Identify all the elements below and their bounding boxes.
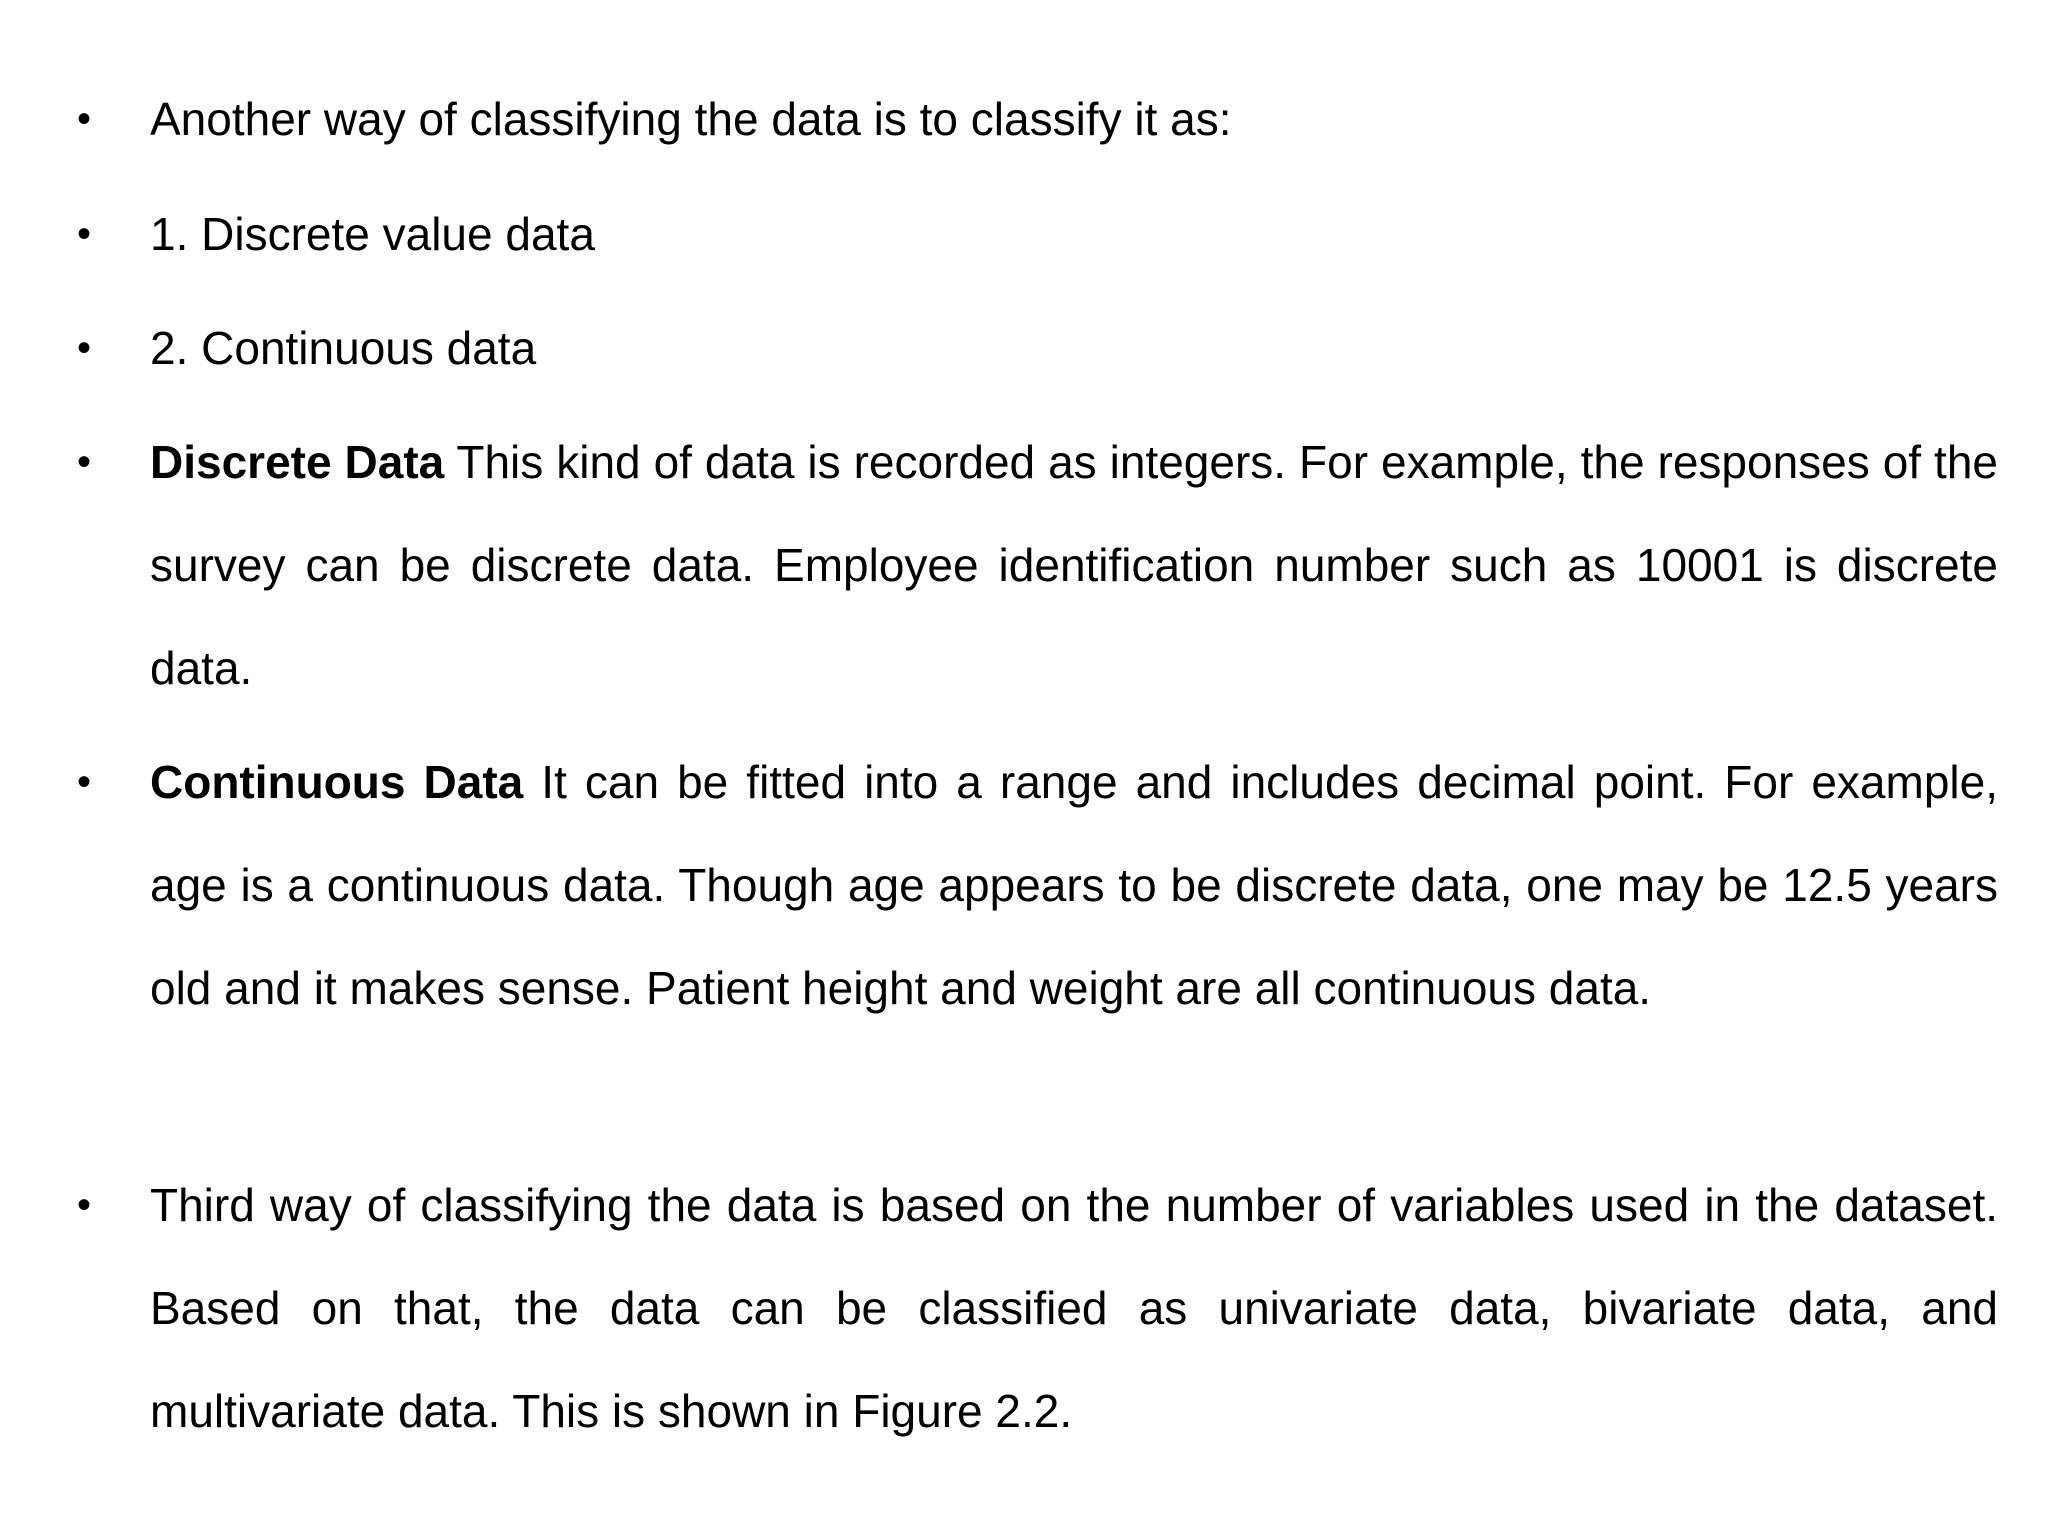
bullet-marker: • xyxy=(76,212,91,256)
item-term: Discrete Data xyxy=(150,436,445,488)
item-text: This kind of data is recorded as integers. For example, the responses of the survey can be discrete data. Employee identification number such as 10001 is discrete data. xyxy=(150,436,1998,694)
bullet-marker: • xyxy=(76,440,91,484)
item-term: Continuous Data xyxy=(150,756,524,808)
item-text: It can be fitted into a range and includes decimal point. For example, age is a continuous data. Though age appears to be discrete data, one may be 12.5 years old and it makes sense. Patient height and weight are all continuous data. xyxy=(150,756,1998,1014)
list-item-text xyxy=(150,68,1998,171)
bullet-marker: • xyxy=(76,326,91,370)
list-item-text xyxy=(150,411,1998,720)
list-item-text xyxy=(150,731,1998,1040)
bullet-marker: • xyxy=(76,1183,91,1227)
bullet-marker: • xyxy=(76,760,91,804)
list-item-text xyxy=(150,183,1998,286)
item-text: 1. Discrete value data xyxy=(150,208,595,260)
list-item-text xyxy=(150,1154,1998,1463)
list-item-text xyxy=(150,297,1998,400)
item-text: 2. Continuous data xyxy=(150,322,537,374)
bullet-marker: • xyxy=(76,97,91,141)
item-text: Another way of classifying the data is to classify it as: xyxy=(150,93,1232,145)
item-text: Third way of classifying the data is based on the number of variables used in the dataset. Based on that, the data can be classified as univariate data, bivariate data, and multivariate data. This is shown in Figure 2.2. xyxy=(150,1179,1998,1437)
